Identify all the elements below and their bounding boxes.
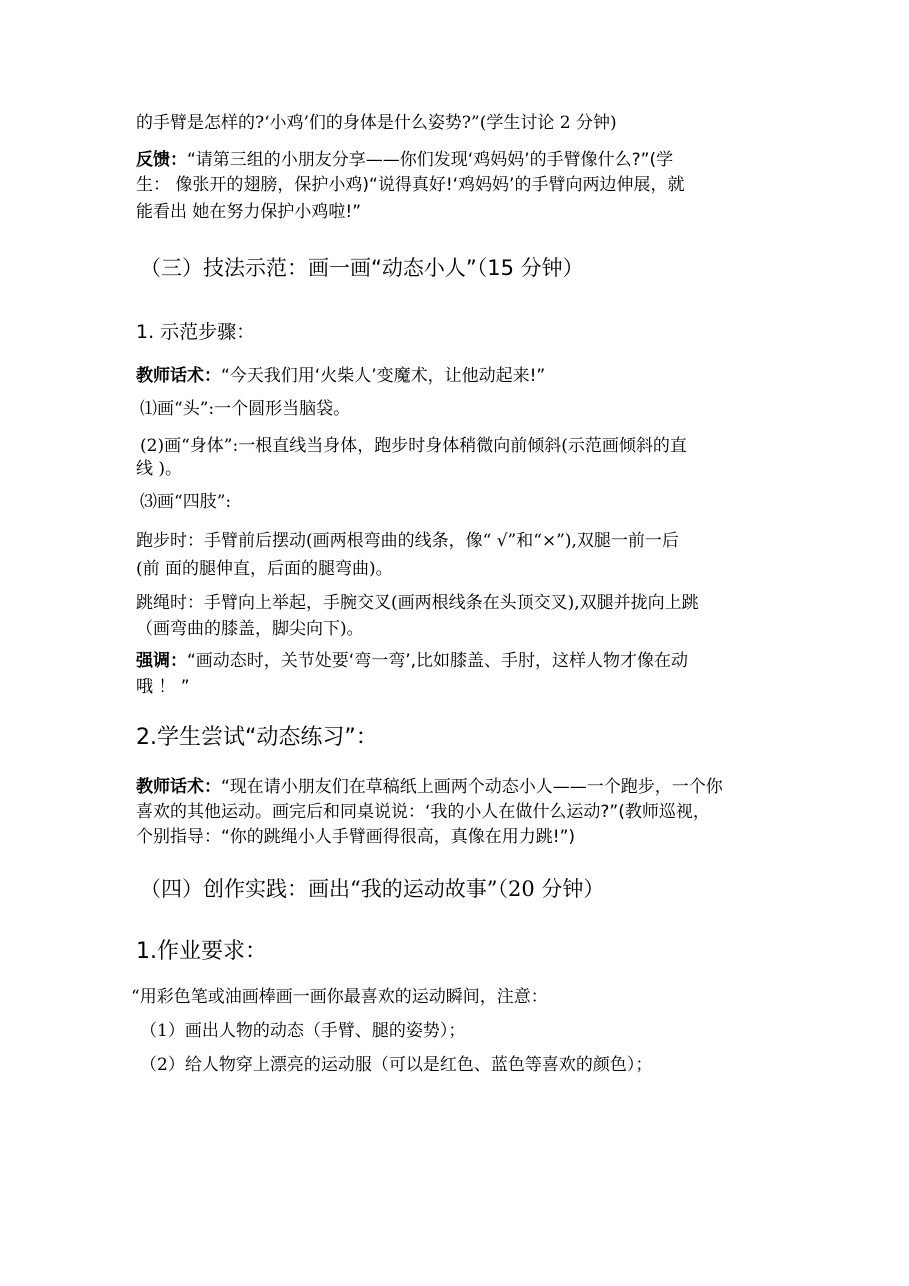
- section-heading-four: [140, 875, 604, 903]
- feedback-line-2: [136, 174, 684, 196]
- paragraph-line: [136, 530, 679, 552]
- step-title: 2.学生尝试“动态练习”：: [136, 725, 378, 750]
- teacher-label: 教师话术：: [136, 366, 221, 386]
- teacher-line: [136, 365, 545, 387]
- list-item: [140, 1020, 465, 1042]
- feedback-label: 反馈：: [136, 150, 187, 170]
- text-span: (前 面的腿伸直，后面的腿弯曲)。: [136, 559, 393, 579]
- teacher-text: “现在请小朋友们在草稿纸上画两个动态小人——一个跑步，一个你: [221, 777, 723, 797]
- section-heading-three: [140, 254, 584, 282]
- teacher2-line-2: [136, 801, 710, 823]
- teacher-label: 教师话术：: [136, 777, 221, 797]
- step-title: 1. 示范步骤：: [136, 321, 256, 343]
- list-item-text: 线 )。: [136, 459, 183, 479]
- list-item: [140, 1054, 652, 1076]
- paragraph-line: [136, 112, 617, 134]
- paragraph-line: [131, 986, 548, 1008]
- emphasis-line-2: [136, 676, 190, 698]
- list-item-text: （2）给人物穿上漂亮的运动服（可以是红色、蓝色等喜欢的颜色）；: [140, 1055, 653, 1075]
- feedback-line-3: [136, 201, 361, 223]
- teacher2-line-3: [136, 826, 575, 848]
- requirement-title: 1.作业要求：: [136, 939, 267, 964]
- feedback-line-1: [136, 149, 673, 171]
- emphasis-label: 强调：: [136, 651, 187, 671]
- list-item-text: ⑶画“四肢”:: [140, 492, 232, 512]
- section-title: （四）创作实践：画出“我的运动故事”（20 分钟）: [140, 877, 605, 901]
- step-heading-1: [136, 319, 255, 345]
- requirement-heading: [136, 938, 267, 966]
- list-item-continuation: [136, 458, 182, 480]
- list-item: [140, 491, 231, 513]
- paragraph-line: [136, 618, 364, 640]
- list-item: [140, 435, 687, 457]
- feedback-text: 能看出 她在努力保护小鸡啦!”: [136, 202, 362, 222]
- feedback-text: 生： 像张开的翅膀，保护小鸡)“说得真好!‘鸡妈妈’的手臂向两边伸展，就: [136, 175, 685, 195]
- emphasis-line-1: [136, 650, 688, 672]
- text-span: 跳绳时：手臂向上举起，手腕交叉(画两根线条在头顶交叉),双腿并拢向上跳: [136, 593, 699, 613]
- teacher2-line-1: [136, 776, 723, 798]
- step-heading-2: [136, 724, 378, 752]
- list-item-text: ⑴画“头”:一个圆形当脑袋。: [140, 399, 351, 419]
- teacher-text: 个别指导：“你的跳绳小人手臂画得很高，真像在用力跳!”): [136, 827, 576, 847]
- list-item-text: (2)画“身体”:一根直线当身体，跑步时身体稍微向前倾斜(示范画倾斜的直: [140, 436, 687, 456]
- teacher-text: “今天我们用‘火柴人’变魔术，让他动起来!”: [221, 366, 546, 386]
- list-item-text: （1）画出人物的动态（手臂、腿的姿势）；: [140, 1021, 466, 1041]
- list-item: [140, 398, 350, 420]
- teacher-text: 喜欢的其他运动。画完后和同桌说说：‘我的小人在做什么运动?”(教师巡视，: [136, 802, 710, 822]
- text-span: “用彩色笔或油画棒画一画你最喜欢的运动瞬间，注意：: [131, 987, 548, 1007]
- emphasis-text: 哦 ！ ”: [136, 677, 190, 697]
- paragraph-line: [136, 558, 393, 580]
- feedback-text: “请第三组的小朋友分享——你们发现‘鸡妈妈’的手臂像什么?”(学: [187, 150, 674, 170]
- text-span: （画弯曲的膝盖，脚尖向下)。: [136, 619, 364, 639]
- text-span: 跑步时：手臂前后摆动(画两根弯曲的线条，像“ √”和“×”),双腿一前一后: [136, 531, 679, 551]
- emphasis-text: “画动态时，关节处要‘弯一弯’,比如膝盖、手肘，这样人物才像在动: [187, 651, 689, 671]
- section-title: （三）技法示范：画一画“动态小人”（15 分钟）: [140, 256, 584, 280]
- text-span: 的手臂是怎样的?‘小鸡’们的身体是什么姿势?”(学生讨论 2 分钟): [136, 113, 617, 133]
- paragraph-line: [136, 592, 699, 614]
